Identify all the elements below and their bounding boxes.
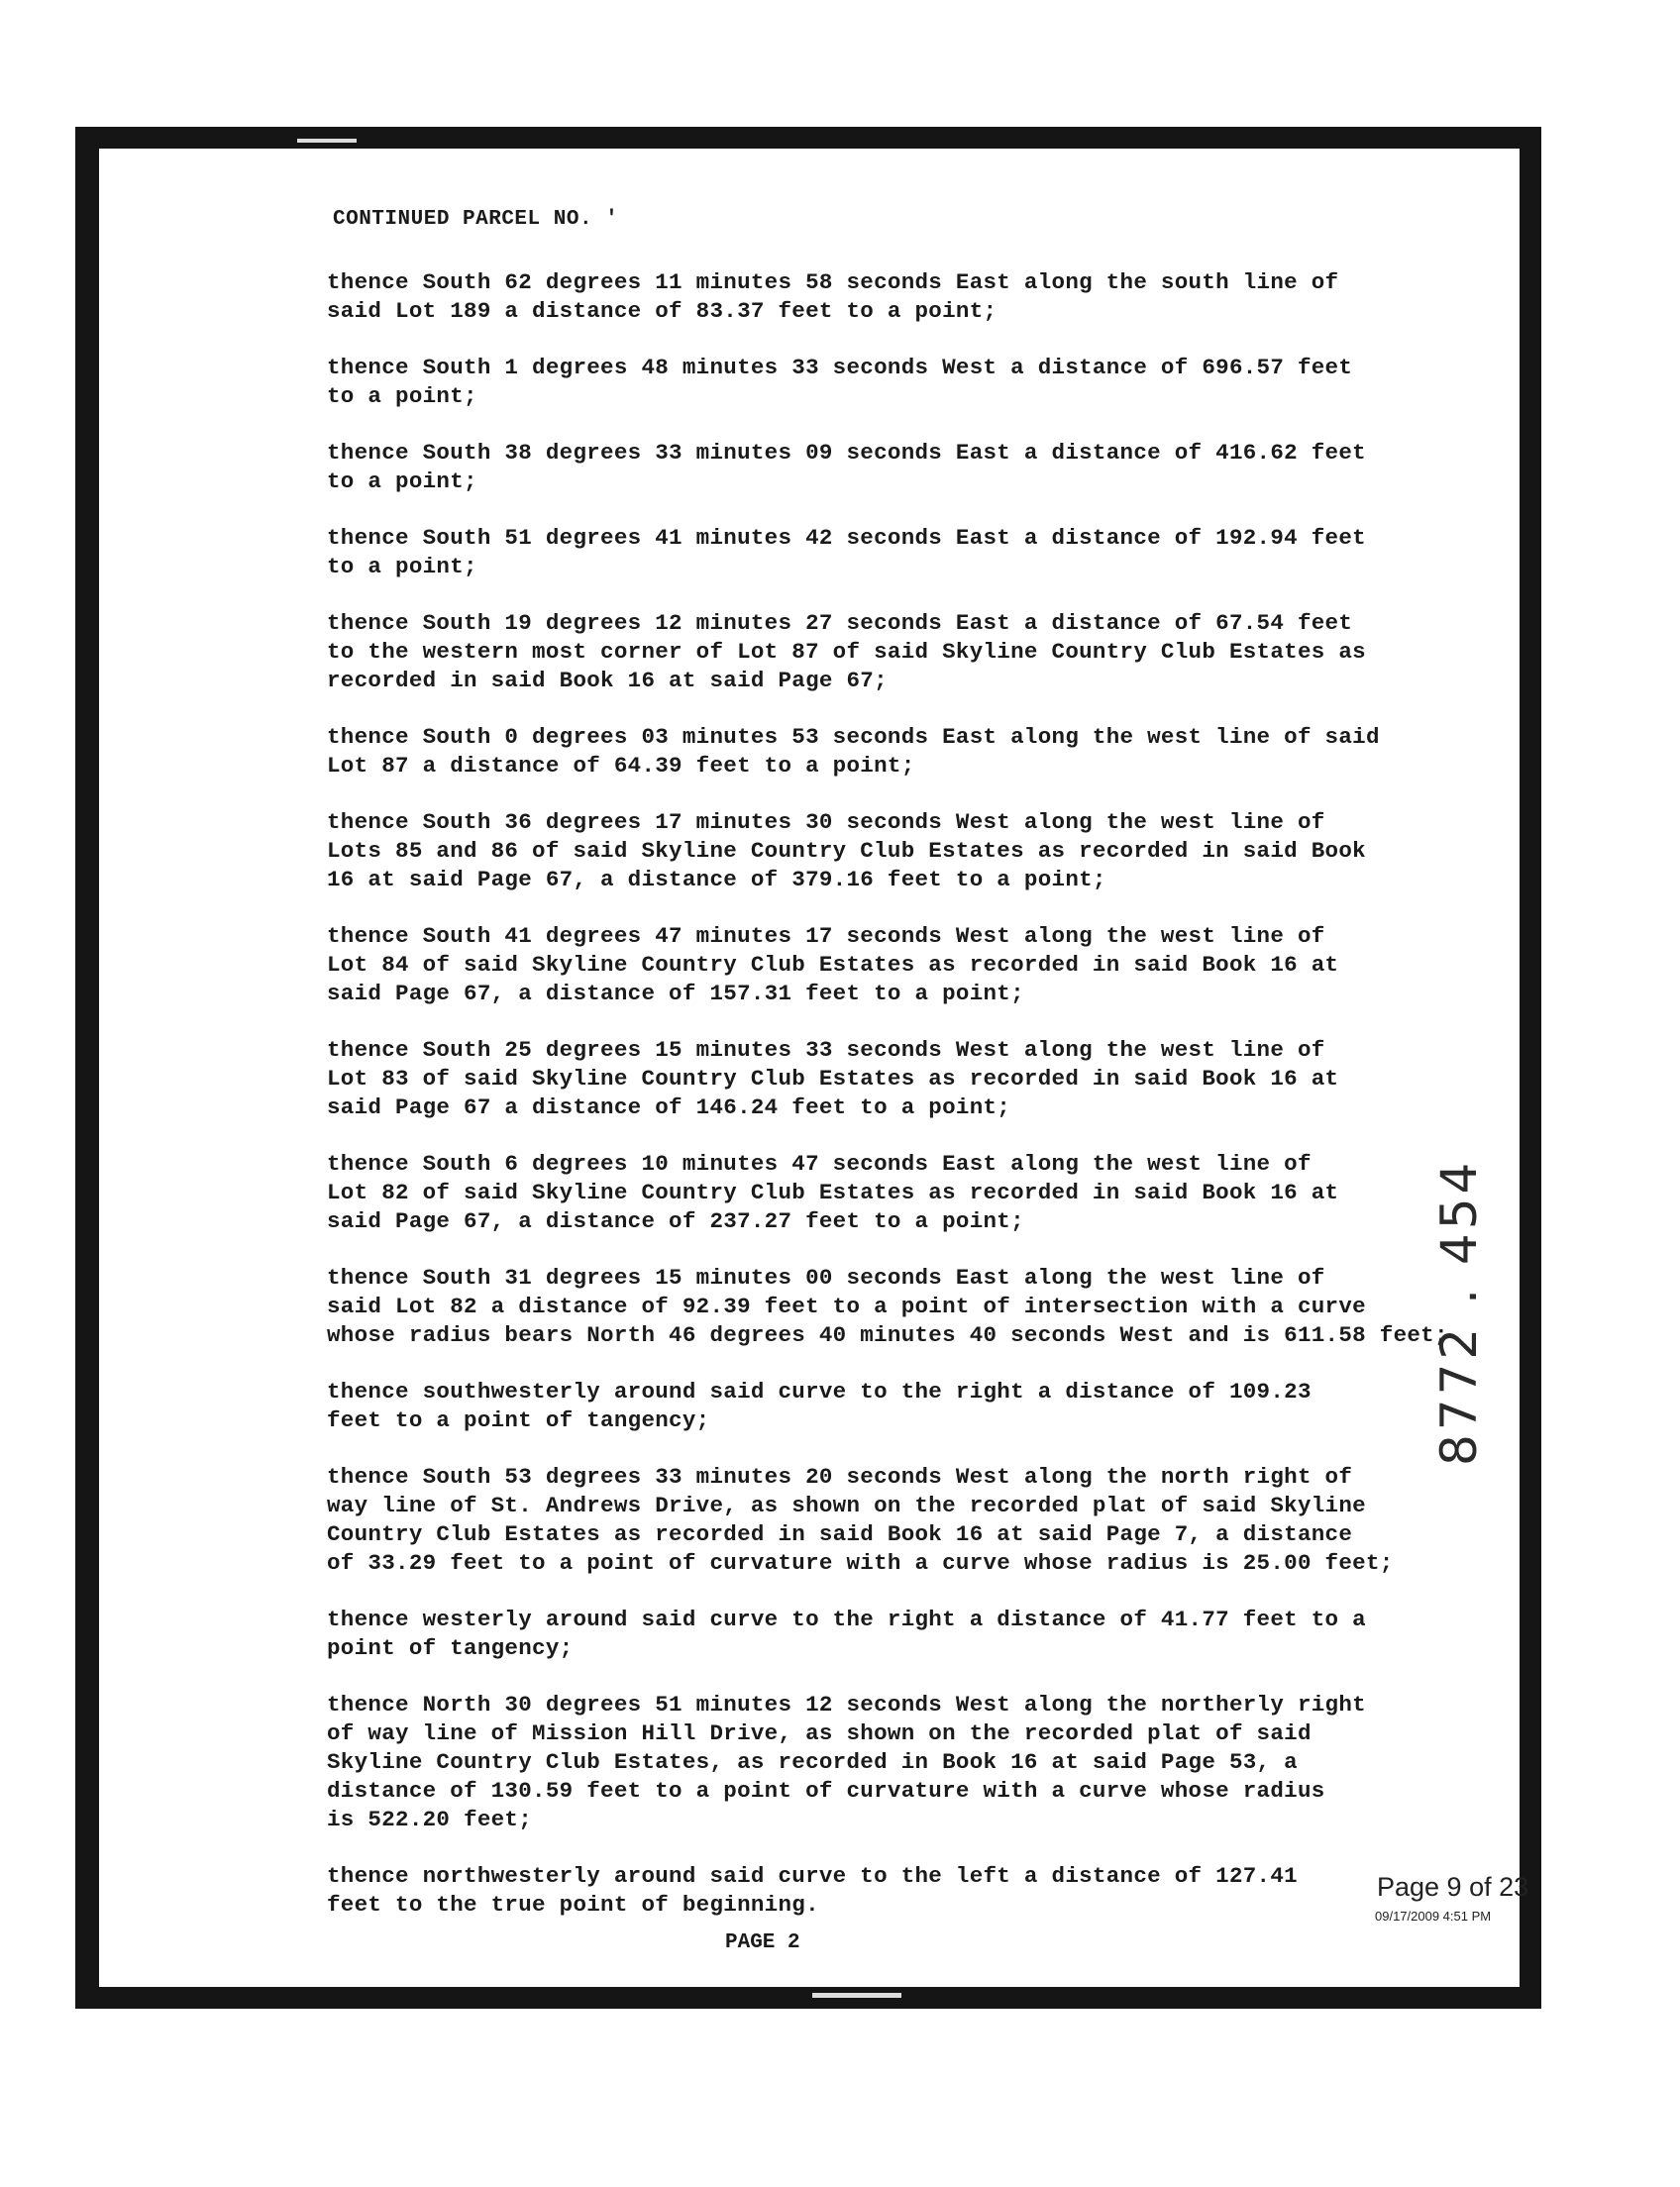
legal-description-paragraph: thence South 62 degrees 11 minutes 58 seconds East along the south line of said Lot 189 a distance of 83.37 feet to a point; [327,269,1339,324]
legal-description-paragraph: thence westerly around said curve to the right a distance of 41.77 feet to a point of tangency; [327,1607,1366,1661]
scan-border-top [75,127,1541,149]
scan-noise [297,139,357,143]
legal-description-paragraph: thence South 53 degrees 33 minutes 20 seconds West along the north right of way line of St. Andrews Drive, as shown on the recorded plat of said Skyline Country Club Estates as recorded in said Book 16 at said Page 7, a distance of 33.29 feet to a point of curvature with a curve whose radius is 25.00 feet; [327,1464,1394,1576]
scan-border-left [75,127,99,2009]
legal-description-paragraph: thence South 38 degrees 33 minutes 09 seconds East a distance of 416.62 feet to a point; [327,440,1366,494]
recording-stamp-number: 8772 . 454 [1430,1158,1488,1466]
page-timestamp: 09/17/2009 4:51 PM [1375,1909,1492,1924]
legal-description-paragraph: thence South 19 degrees 12 minutes 27 seconds East a distance of 67.54 feet to the western most corner of Lot 87 of said Skyline Country Club Estates as recorded in said Book 16 at said Page 67; [327,610,1366,693]
legal-description-paragraph: thence South 41 degrees 47 minutes 17 seconds West along the west line of Lot 84 of said Skyline Country Club Estates as recorded in said Book 16 at said Page 67, a distance of 157.31 feet to a point; [327,923,1339,1006]
legal-description-paragraph: thence South 36 degrees 17 minutes 30 seconds West along the west line of Lots 85 and 86 of said Skyline Country Club Estates as recorded in said Book 16 at said Page 67, a distance of 379.16 feet to a point; [327,809,1366,892]
legal-description-paragraph: thence South 6 degrees 10 minutes 47 seconds East along the west line of Lot 82 of said Skyline Country Club Estates as recorded in said Book 16 at said Page 67, a distance of 237.27 feet to a point; [327,1151,1339,1234]
legal-description-paragraph: thence North 30 degrees 51 minutes 12 seconds West along the northerly right of way line of Mission Hill Drive, as shown on the recorded plat of said Skyline Country Club Estates, as recorded in Book 16 at said Page 53, a distance of 130.59 feet to a point of curvature with a curve whose radius is 522.20 feet; [327,1692,1366,1832]
scan-noise [812,1993,901,1998]
continued-parcel-heading: CONTINUED PARCEL NO. ' [333,208,619,231]
legal-description-paragraph: thence South 51 degrees 41 minutes 42 seconds East a distance of 192.94 feet to a point; [327,525,1366,579]
scan-border-bottom [75,1987,1541,2009]
legal-description-paragraph: thence southwesterly around said curve to the right a distance of 109.23 feet to a point of tangency; [327,1379,1312,1433]
legal-description-paragraph: thence South 0 degrees 03 minutes 53 seconds East along the west line of said Lot 87 a distance of 64.39 feet to a point; [327,724,1380,779]
legal-description-paragraph: thence northwesterly around said curve to the left a distance of 127.41 feet to the true point of beginning. [327,1863,1298,1918]
scan-border-right [1520,127,1541,2009]
legal-description-paragraph: thence South 1 degrees 48 minutes 33 seconds West a distance of 696.57 feet to a point; [327,355,1353,409]
legal-description-paragraph: thence South 31 degrees 15 minutes 00 seconds East along the west line of said Lot 82 a distance of 92.39 feet to a point of intersection with a curve whose radius bears North 46 degrees 40 minutes 40 seconds West and is 611.58 feet; [327,1265,1448,1348]
legal-description-paragraph: thence South 25 degrees 15 minutes 33 seconds West along the west line of Lot 83 of said Skyline Country Club Estates as recorded in said Book 16 at said Page 67 a distance of 146.24 feet to a point; [327,1037,1339,1120]
document-body [327,208,1466,1947]
page-counter: Page 9 of 23 [1377,1872,1529,1902]
footer-page-number: PAGE 2 [725,1931,800,1954]
